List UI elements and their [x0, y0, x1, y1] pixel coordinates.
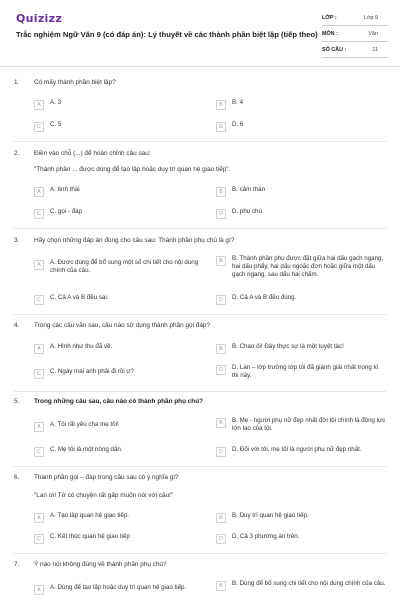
question-number: 6.	[14, 474, 20, 481]
option-a[interactable]	[34, 584, 206, 595]
option-letter-box: C	[34, 534, 44, 544]
option-letter-box: D	[216, 534, 226, 544]
option-a[interactable]	[34, 186, 206, 197]
question-text: Điền vào chỗ (...) để hoàn chỉnh câu sau:	[34, 150, 151, 157]
question-divider	[14, 553, 386, 554]
option-label: A. Được dùng để bổ sung một số chi tiết cho nội dung chính của câu.	[50, 259, 199, 274]
option-label: B. Mẹ - người phụ nữ đẹp nhất đời tôi chính là động lực lớn lao của tôi.	[232, 417, 386, 432]
option-a[interactable]	[34, 421, 206, 432]
option-letter-box: B	[216, 418, 226, 428]
option-label: A. Tạo lập quan hệ giao tiếp.	[50, 512, 130, 519]
option-letter-box: D	[216, 295, 226, 305]
question-quote: "Lan ơi! Tớ có chuyện rất gấp muốn nói với cậu!"	[34, 492, 174, 499]
option-letter-box: A	[34, 513, 44, 523]
option-c[interactable]	[34, 446, 206, 457]
option-label: B. Chao ôi! Đây thực sự là một tuyệt tác!	[232, 343, 344, 350]
option-b[interactable]	[216, 512, 386, 523]
meta-value: Văn	[368, 31, 378, 37]
option-letter-box: B	[216, 581, 226, 591]
question-divider	[14, 141, 386, 142]
option-label: B. Thành phần phụ được đặt giữa hai dấu gạch ngang, hai dấu phẩy, hai dấu ngoặc đơn hoặc giữa một dấu gạch ngang, sau dấu hai chấm.	[232, 255, 384, 278]
question-text: Trong các câu văn sau, câu nào sử dụng thành phần gọi đáp?	[34, 322, 211, 329]
page-title: Trắc nghiệm Ngữ Văn 9 (có đáp án): Lý thuyết về các thành phần biệt lập (tiếp theo)	[16, 30, 318, 39]
meta-key: SỐ CÂU :	[322, 47, 347, 53]
option-label: C. Kết thúc quan hệ giao tiếp	[50, 533, 130, 540]
meta-row-grade	[322, 10, 388, 26]
option-c[interactable]	[34, 294, 206, 305]
question-divider	[14, 466, 386, 467]
option-letter-box: A	[34, 100, 44, 110]
option-label: D. Cả 3 phương án trên.	[232, 533, 300, 540]
option-c[interactable]	[34, 368, 206, 379]
question-divider	[14, 391, 386, 392]
option-b[interactable]	[216, 580, 386, 591]
option-d[interactable]	[216, 294, 386, 305]
option-letter-box: B	[216, 187, 226, 197]
option-letter-box: D	[216, 447, 226, 457]
option-letter-box: D	[216, 122, 226, 132]
option-label: A. Tôi rất yêu cha mẹ tôi!	[50, 421, 119, 428]
option-d[interactable]	[216, 446, 386, 457]
option-label: D. phụ chú	[232, 208, 262, 215]
option-a[interactable]	[34, 512, 206, 523]
option-letter-box: A	[34, 585, 44, 595]
option-c[interactable]	[34, 208, 206, 219]
option-label: B. 4	[232, 99, 244, 106]
option-letter-box: C	[34, 122, 44, 132]
option-letter-box: A	[34, 422, 44, 432]
option-d[interactable]	[216, 121, 386, 132]
option-label: C. gọi - đáp	[50, 208, 82, 215]
option-label: C. Cả A và B đều sai.	[50, 294, 109, 301]
option-b[interactable]	[216, 255, 386, 279]
question-number: 3.	[14, 237, 20, 244]
option-d[interactable]	[216, 533, 386, 544]
question-number: 2.	[14, 150, 20, 157]
meta-key: LỚP :	[322, 15, 337, 21]
option-d[interactable]	[216, 208, 386, 219]
question-number: 4.	[14, 322, 20, 329]
option-label: B. Duy trì quan hệ giao tiếp.	[232, 512, 309, 519]
option-letter-box: C	[34, 447, 44, 457]
question-text: Có mấy thành phần biệt lập?	[34, 79, 116, 86]
question-text: Trong những câu sau, câu nào có thành phần phụ chú?	[34, 398, 204, 405]
option-b[interactable]	[216, 186, 386, 197]
option-label: C. 5	[50, 121, 62, 128]
question-text: Hãy chọn những đáp án đúng cho câu sau: Thành phần phụ chú là gì?	[34, 237, 235, 244]
option-label: A. Hình như thu đã về.	[50, 343, 113, 350]
header-divider	[0, 66, 400, 67]
meta-row-count	[322, 42, 388, 58]
option-letter-box: D	[216, 209, 226, 219]
option-label: A. tình thái	[50, 186, 80, 193]
option-d[interactable]	[216, 364, 386, 380]
option-letter-box: B	[216, 100, 226, 110]
question-text: Ý nào nói không đúng về thành phần phụ chú?	[34, 561, 167, 568]
question-number: 5.	[14, 398, 20, 405]
meta-row-subject	[322, 26, 388, 42]
option-label: D. Đối với tôi, mẹ tôi là người phụ nữ đẹp nhất.	[232, 446, 362, 453]
question-quote: "Thành phần ... được dùng để tạo lập hoặc duy trì quan hệ giao tiếp".	[34, 166, 231, 173]
option-letter-box: D	[216, 365, 226, 375]
option-a[interactable]	[34, 343, 206, 354]
option-c[interactable]	[34, 533, 206, 544]
option-label: C. Mẹ tôi là một nông dân.	[50, 446, 123, 453]
option-letter-box: B	[216, 513, 226, 523]
question-divider	[14, 228, 386, 229]
meta-value: 11	[372, 47, 378, 53]
page-header	[0, 0, 400, 62]
quizizz-logo: Quizizz	[16, 12, 63, 25]
option-letter-box: B	[216, 344, 226, 354]
question-number: 7.	[14, 561, 20, 568]
option-b[interactable]	[216, 417, 386, 433]
option-label: A. Dùng để tạo lập hoặc duy trì quan hệ giao tiếp.	[50, 584, 187, 591]
meta-value: Lớp 9	[363, 15, 378, 21]
option-letter-box: C	[34, 369, 44, 379]
option-b[interactable]	[216, 99, 386, 110]
option-letter-box: A	[34, 260, 44, 270]
option-label: B. cảm thán	[232, 186, 266, 193]
option-letter-box: A	[34, 187, 44, 197]
option-c[interactable]	[34, 121, 206, 132]
option-letter-box: C	[34, 295, 44, 305]
option-b[interactable]	[216, 343, 386, 354]
option-label: D. Cả A và B đều đúng.	[232, 294, 297, 301]
option-label: D. Lan – lớp trưởng lớp tôi đã giành giải nhất trong kì thi này.	[232, 364, 379, 379]
meta-box	[322, 10, 388, 58]
option-label: C. Ngày mai anh phải đi rồi ư?	[50, 368, 134, 375]
option-label: A. 3	[50, 99, 62, 106]
question-text: Thành phần gọi – đáp trong câu sau có ý nghĩa gì?	[34, 474, 179, 481]
question-divider	[14, 314, 386, 315]
option-a[interactable]	[34, 99, 206, 110]
option-label: B. Dùng để bổ sung chi tiết cho nội dung chính của câu.	[232, 580, 386, 587]
option-label: D. 6	[232, 121, 244, 128]
option-a[interactable]	[34, 259, 206, 275]
option-letter-box: B	[216, 256, 226, 266]
option-letter-box: C	[34, 209, 44, 219]
question-number: 1.	[14, 79, 20, 86]
option-letter-box: A	[34, 344, 44, 354]
meta-key: MÔN :	[322, 31, 338, 37]
